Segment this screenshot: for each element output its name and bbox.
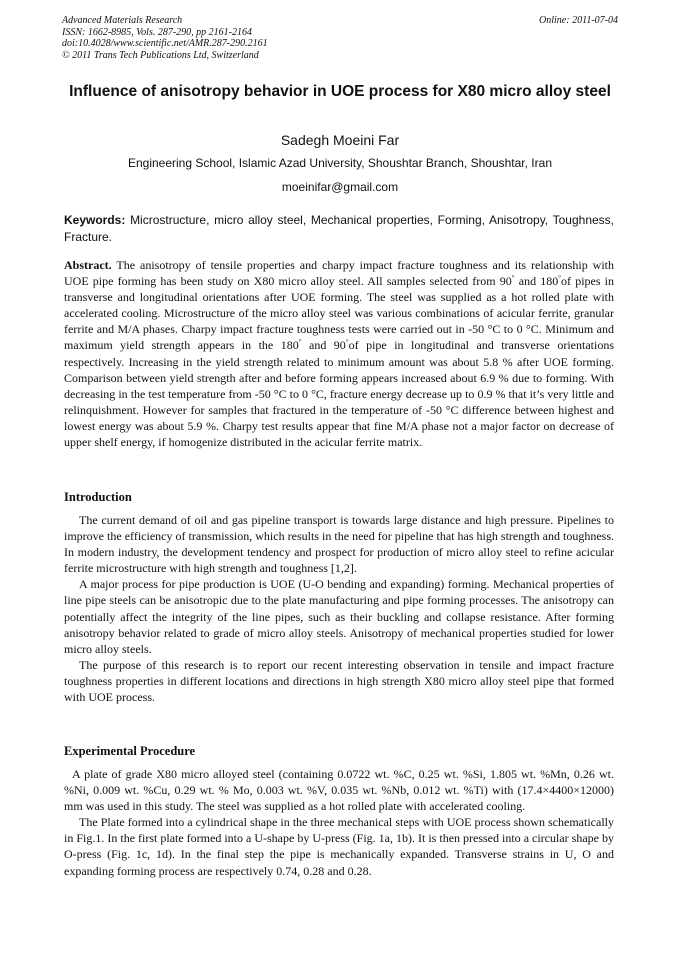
experimental-heading: Experimental Procedure: [64, 744, 196, 758]
abstract-text-2: and 180: [514, 274, 559, 289]
experimental-body: [64, 766, 614, 879]
introduction-heading: Introduction: [64, 490, 132, 504]
degree-mark: °: [511, 274, 515, 283]
paragraph: The Plate formed into a cylindrical shape in the three mechanical steps with UOE process shown schematically in Fig.1. In the first plate formed into a U-shape by U-press (Fig. 1a, 1b). It is then pressed into a circular shape by O-press (Fig. 1c, 1d). In the final step the pipe is mechanically expanded. Transverse strains in U, O and expanding forming process are respectively 0.74, 0.28 and 0.28.: [64, 815, 614, 878]
journal-header: [62, 15, 618, 61]
degree-mark: °: [298, 338, 302, 347]
author-name: Sadegh Moeini Far: [280, 132, 400, 148]
keywords: [64, 212, 614, 246]
paper-title: Influence of anisotropy behavior in UOE process for X80 micro alloy steel: [69, 83, 611, 100]
doi-line: doi:10.4028/www.scientific.net/AMR.287-290.2161: [62, 38, 268, 49]
introduction-body: [64, 512, 614, 705]
paragraph: The current demand of oil and gas pipeline transport is towards large distance and high pressure. Pipelines to improve the efficiency of transmission, which results in the need for pipeline that has high strength and toughness. In modern industry, the development tendency and prospect for production of micro alloy steel to refine acicular ferrite microstructure with high strength and toughness [1,2].: [64, 513, 614, 576]
keywords-text: Microstructure, micro alloy steel, Mechanical properties, Forming, Anisotropy, Toughness, Fracture.: [64, 213, 614, 244]
abstract-label: Abstract.: [64, 258, 112, 272]
degree-mark: °: [345, 338, 349, 347]
issn-line: ISSN: 1662-8985, Vols. 287-290, pp 2161-2164: [62, 26, 252, 38]
paragraph: A major process for pipe production is UOE (U-O bending and expanding) forming. Mechanical properties of line pipe steels can be anisotropic due to the plate manufacturing and pipe forming processes. The anisotropy can potentially affect the integrity of the line pipes, such as their buckling and collapse resistance. After forming anisotropy behavior related to grade of micro alloy steels. Anisotropy of mechanical properties studied for lower micro alloy steels.: [64, 577, 614, 656]
author-affiliation: Engineering School, Islamic Azad University, Shoushtar Branch, Shoushtar, Iran: [127, 156, 552, 170]
author-email: moeinifar@gmail.com: [281, 180, 399, 194]
abstract-text-5: of pipe in longitudinal and transverse orientations respectively. Increasing in the yield strength related to minimum amount was about 5.8 % after UOE forming. Comparison between yield strength after and before forming appears increased about 6.9 % due to forming. With decreasing in the test temperature from -50 °C to 0 °C, fracture energy decrease up to 0.9 % that it’s very little and relinquishment. However for samples that fractured in the temperature of -50 °C difference between highest and lowest energy was about 5.9 %. Charpy test results appear that fine M/A phase not a major factor on decrease of upper shelf energy, if homogenize distributed in the acicular ferrite matrix.: [64, 338, 614, 450]
journal-name: Advanced Materials Research: [62, 15, 183, 26]
copyright-line: © 2011 Trans Tech Publications Ltd, Switzerland: [62, 49, 259, 61]
abstract: [64, 257, 614, 450]
abstract-text-1: The anisotropy of tensile properties and charpy impact fracture toughness and its relationship with UOE pipe forming has been study on X80 micro alloy steel. All samples selected from 90: [64, 258, 614, 289]
online-date: Online: 2011-07-04: [539, 15, 618, 26]
degree-mark: °: [558, 274, 562, 283]
paragraph: The purpose of this research is to report our recent interesting observation in tensile and impact fracture toughness properties in different locations and directions in high strength X80 micro alloy steel pipe that formed with UOE process.: [64, 657, 614, 705]
abstract-text-3: of pipes in transverse and longitudinal orientations after UOE forming. The steel was supplied as a hot rolled plate with accelerated cooling. Microstructure of the micro alloy steel was various combinations of acicular ferrite, granular ferrite and M/A phases. Charpy impact fracture toughness tests were carried out in -50 °C to 0 °C. Minimum and maximum yield strength appears in the 180: [64, 274, 615, 353]
keywords-label: Keywords:: [64, 213, 126, 227]
abstract-text-4: and 90: [301, 338, 346, 353]
paragraph: A plate of grade X80 micro alloyed steel (containing 0.0722 wt. %C, 0.25 wt. %Si, 1.805 wt. %Mn, 0.26 wt. %Ni, 0.009 wt. %Cu, 0.29 wt. % Mo, 0.003 wt. %V, 0.035 wt. %Nb, 0.012 wt. %Ti) with (17.4×4400×12000) mm was used in this study. The steel was supplied as a hot rolled plate with accelerated cooling.: [64, 767, 614, 814]
